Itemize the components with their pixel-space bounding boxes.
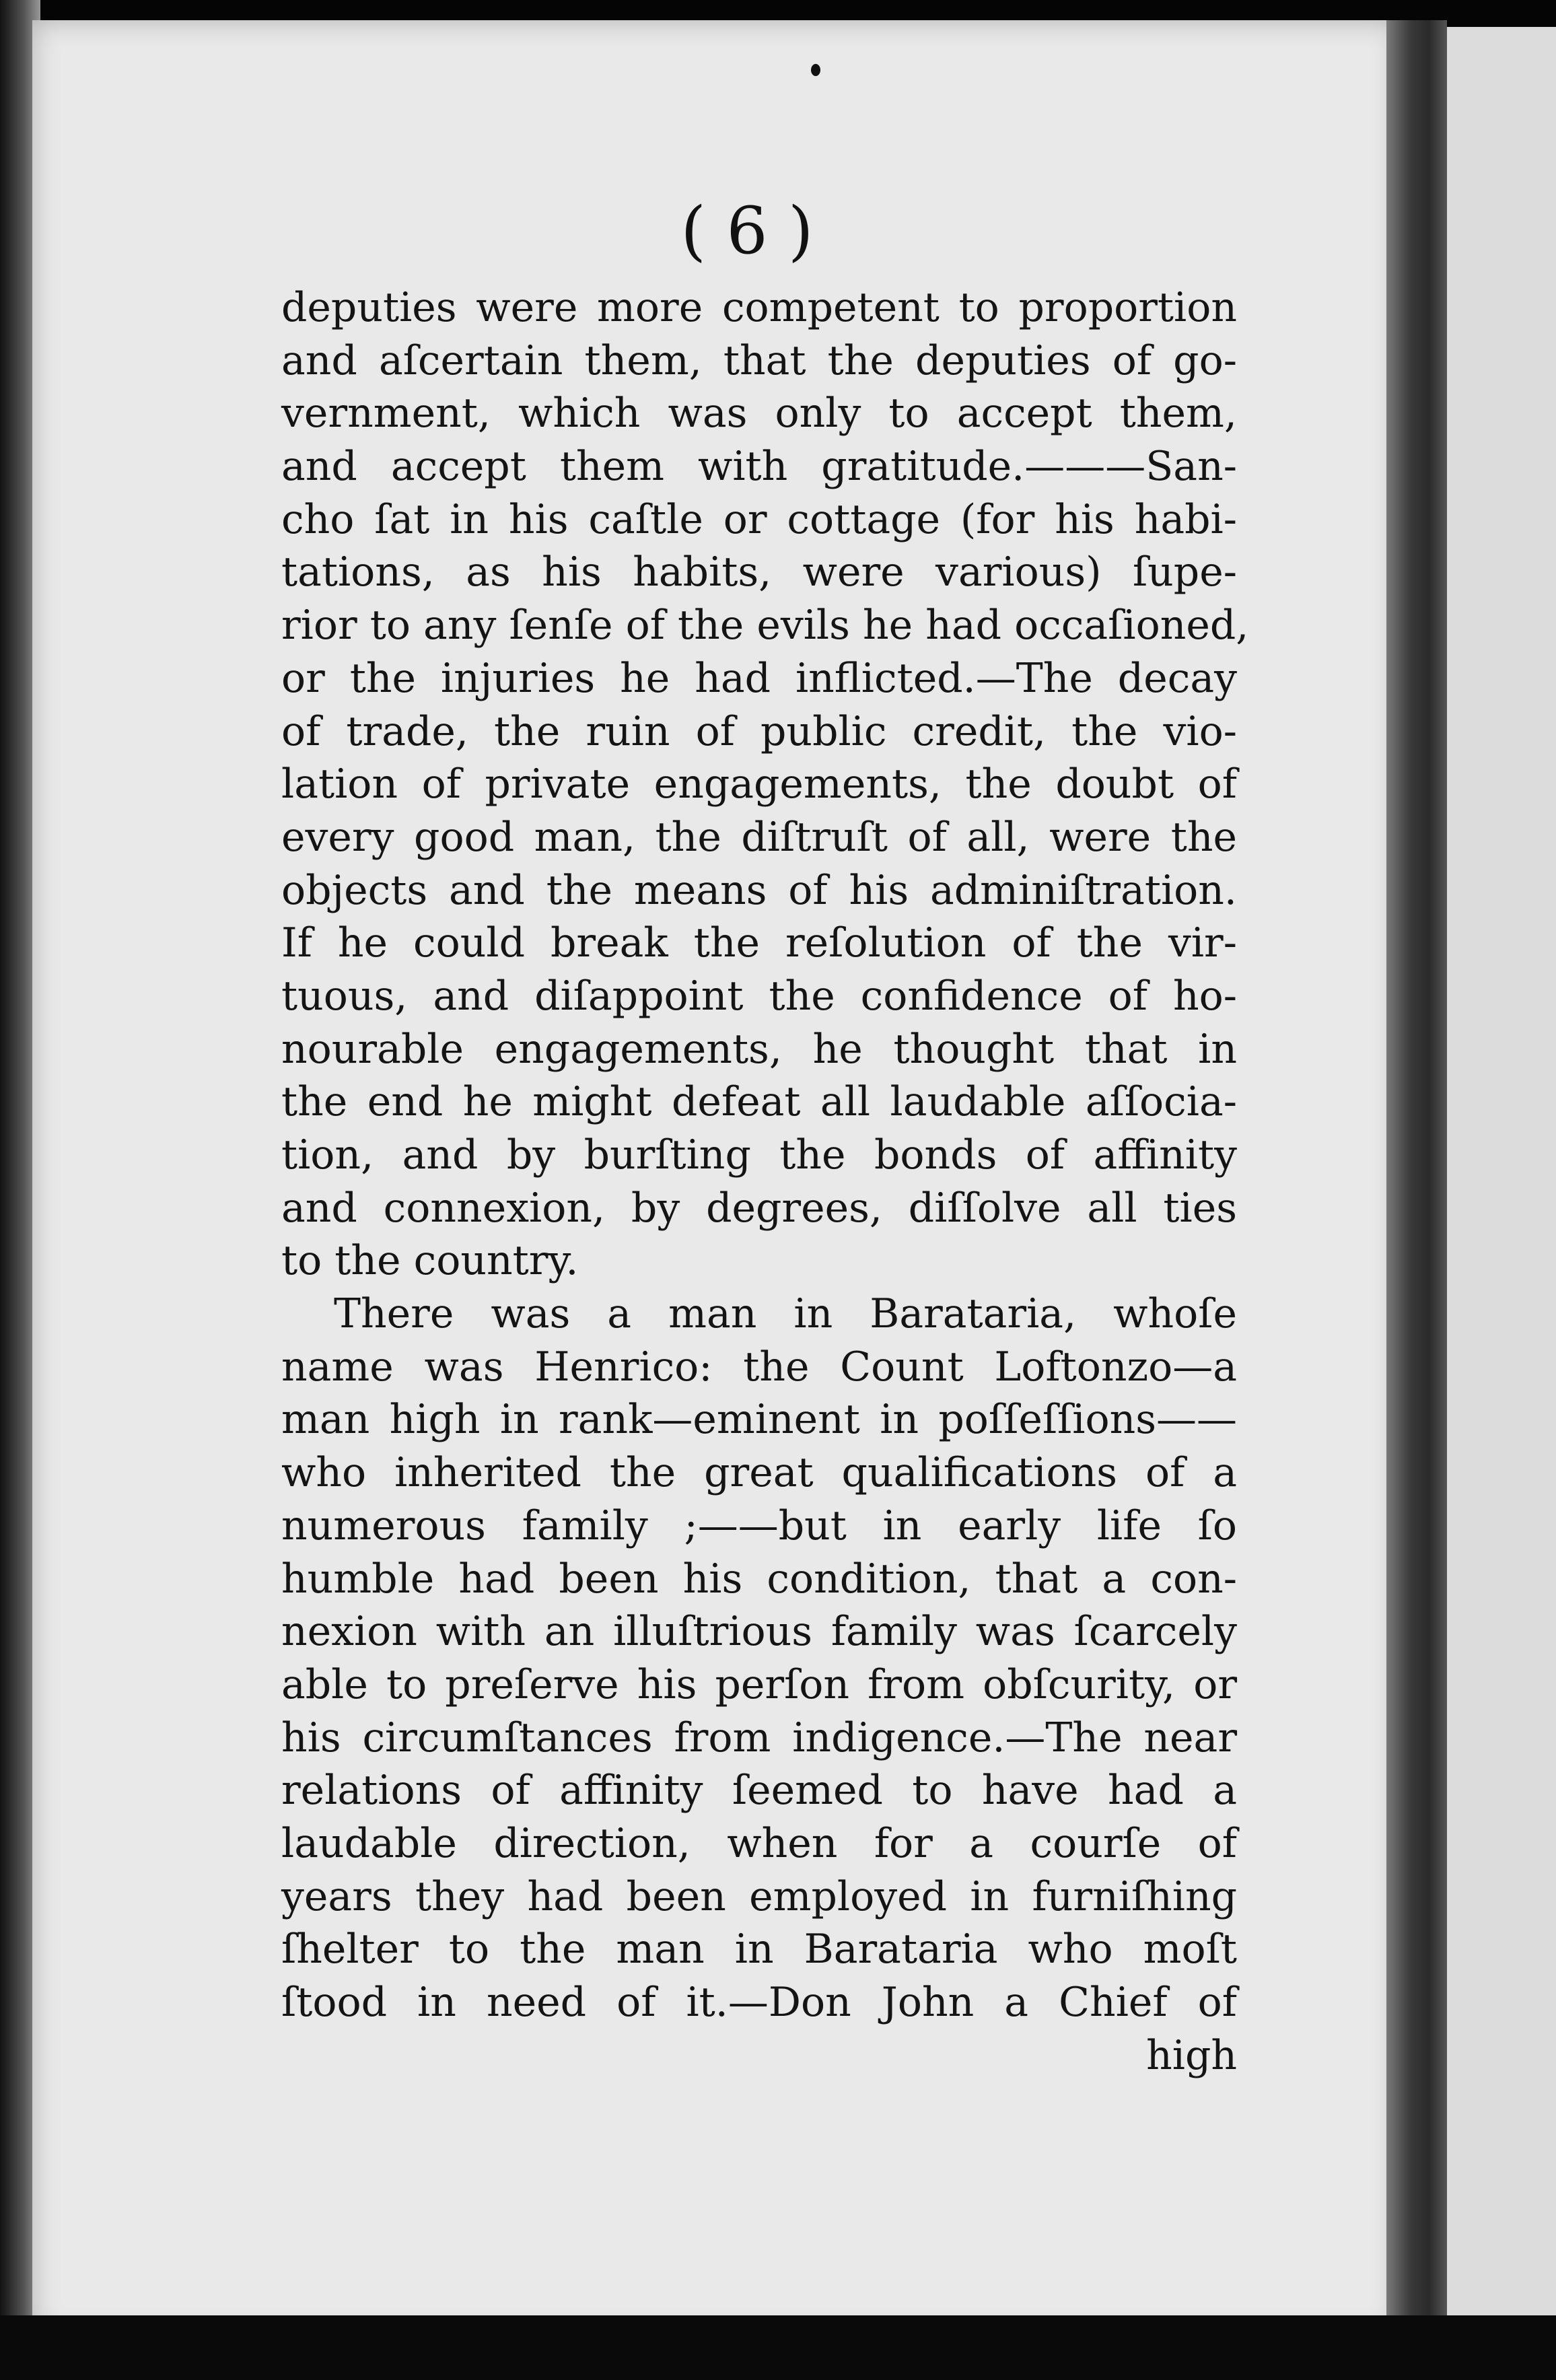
bottom-edge [0,2315,1556,2380]
text-line: numerous family ;——but in early life ſo [281,1502,1237,1549]
text-line: cho ſat in his caſtle or cottage (for his habi- [281,495,1237,543]
text-line: relations of affinity ſeemed to have had a [281,1767,1237,1815]
text-line: and connexion, by degrees, diſſolve all ties [281,1184,1237,1232]
text-line: the end he might defeat all laudable aſſocia- [281,1078,1237,1126]
text-line: humble had been his condition, that a con- [281,1555,1237,1603]
page-number: ( 6 ) [680,193,814,269]
text-line: tations, as his habits, were various) ſupe- [281,549,1237,596]
text-line: and accept them with gratitude.———San- [281,443,1237,491]
text-line: and aſcertain them, that the deputies of go- [281,337,1237,384]
text-line: to the country. [281,1237,579,1285]
text-line: every good man, the diſtruſt of all, were the [281,813,1237,861]
ink-mark [811,64,820,76]
facing-page-edge [1447,27,1556,2315]
text-line: There was a man in Barataria, whoſe [334,1290,1237,1338]
text-line: nexion with an illuſtrious family was ſcarcely [281,1608,1237,1656]
catchword: high [1146,2031,1237,2079]
text-line: ſhelter to the man in Barataria who moſt [281,1926,1237,1973]
text-line: able to preſerve his perſon from obſcurity, or [281,1660,1237,1708]
text-line: lation of private engagements, the doubt of [281,761,1237,808]
text-line: who inherited the great qualifications of a [281,1449,1237,1497]
text-line: or the injuries he had inflicted.—The decay [281,654,1237,702]
text-line: If he could break the reſolution of the vir- [281,919,1237,967]
body-text [281,281,1249,2082]
text-line: of trade, the ruin of public credit, the vio- [281,707,1237,755]
text-line: tuous, and diſappoint the confidence of ho- [281,972,1237,1020]
text-line: vernment, which was only to accept them, [281,390,1237,438]
text-line: ſtood in need of it.—Don John a Chief of [281,1979,1237,2026]
text-line: his circumſtances from indigence.—The near [281,1714,1237,1761]
text-line: laudable direction, when for a courſe of [281,1819,1237,1867]
text-line: man high in rank—eminent in poſſeſſions—— [281,1396,1237,1444]
text-line: tion, and by burſting the bonds of affinity [281,1131,1237,1179]
text-line: years they had been employed in furniſhing [281,1873,1237,1920]
text-line: objects and the means of his adminiſtration. [281,866,1237,914]
gutter-shadow [1386,20,1447,2322]
text-line: rior to any ſenſe of the evils he had occaſioned, [281,602,1249,650]
text-line: deputies were more competent to proportion [281,284,1237,331]
text-line: nourable engagements, he thought that in [281,1025,1237,1073]
text-line: name was Henrico: the Count Loftonzo—a [281,1343,1237,1391]
